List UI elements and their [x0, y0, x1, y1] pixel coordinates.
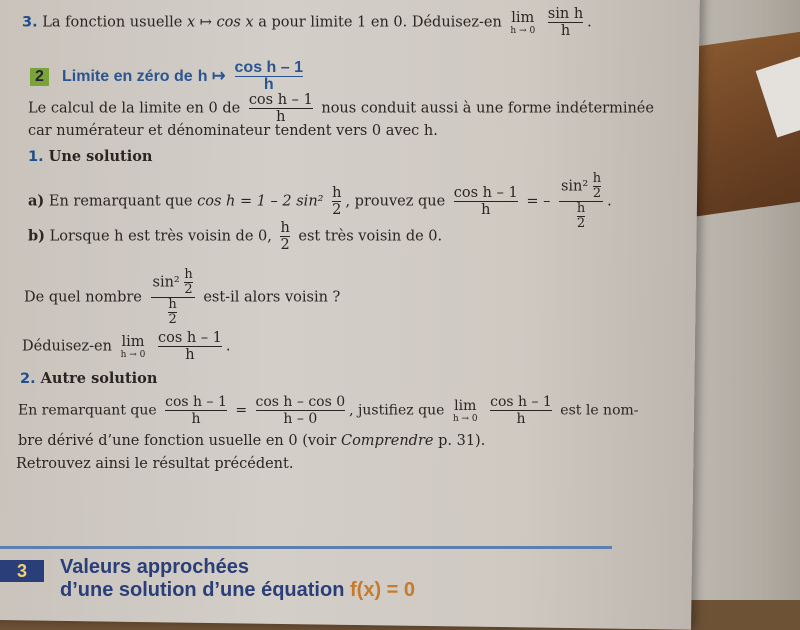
section-3-title: Valeurs approchées d’une solution d’une équation f(x) = 0 [60, 556, 416, 601]
limit-expression: lim h → 0 [510, 9, 536, 36]
equation-f-x-0: f(x) = 0 [350, 579, 416, 601]
autre-line-3: Retrouvez ainsi le résultat précédent. [16, 456, 294, 472]
question-3: 3. La fonction usuelle x ↦ cos x a pour limite 1 en 0. Déduisez-en lim h → 0 $\frac{\text{sin h}}{h}$ . [22, 6, 592, 39]
fraction-sin-h-over-h: $\frac{\text{sin h}}{h}$ [547, 6, 584, 39]
autre-line-1: En remarquant que $\frac{\text{cos h – 1}}{h}$ = $\frac{\text{cos h – cos 0}}{h - 0}$ , justifiez que lim h → 0 $\frac{\text{cos h – 1}}{h}$ est le nom- [18, 394, 639, 427]
section-2-badge: 2 [30, 68, 49, 86]
intro-line-2: car numérateur et dénominateur tendent vers 0 avec h. [28, 123, 438, 139]
section-2-fraction: $\frac{\text{cos h – 1}}{h}$ [234, 59, 303, 93]
comprendre-reference: Comprendre [340, 433, 434, 449]
big-fraction: sin² $\frac{h}{2}$ $\frac{h}{2}$ [560, 171, 602, 231]
subsection-2-heading: 2. Autre solution [20, 370, 158, 387]
question-deduisez: Déduisez-en lim h → 0 $\frac{\text{cos h – 1}}{h}$ . [22, 330, 231, 363]
section-3-header [0, 558, 660, 602]
autre-line-2: bre dérivé d’une fonction usuelle en 0 (voir Comprendre p. 31). [18, 433, 486, 449]
section-divider [0, 546, 612, 549]
section-2-title: Limite en zéro de [62, 68, 193, 85]
subsection-1-heading: 1. Une solution [28, 148, 153, 165]
question-a: a) En remarquant que cos h = 1 – 2 sin² $\frac{h}{2}$ , prouvez que $\frac{\text{cos h – 1}}{h}$ = – sin² $\frac{h}{2}$ $\frac{h}{2}$ . [28, 171, 612, 231]
intro-fraction: $\frac{\text{cos h – 1}}{h}$ [248, 92, 313, 125]
intro-line-1: Le calcul de la limite en 0 de $\frac{\text{cos h – 1}}{h}$ nous conduit aussi à une forme indéterminée [28, 92, 654, 125]
section-3-badge: 3 [0, 560, 44, 582]
question-quel-nombre: De quel nombre sin² $\frac{h}{2}$ $\frac{h}{2}$ est-il alors voisin ? [24, 267, 341, 327]
section-2-header: 2 Limite en zéro de h ↦ $\frac{\text{cos h – 1}}{h}$ [30, 60, 307, 93]
question-b: b) Lorsque h est très voisin de 0, $\frac{h}{2}$ est très voisin de 0. [28, 220, 443, 253]
